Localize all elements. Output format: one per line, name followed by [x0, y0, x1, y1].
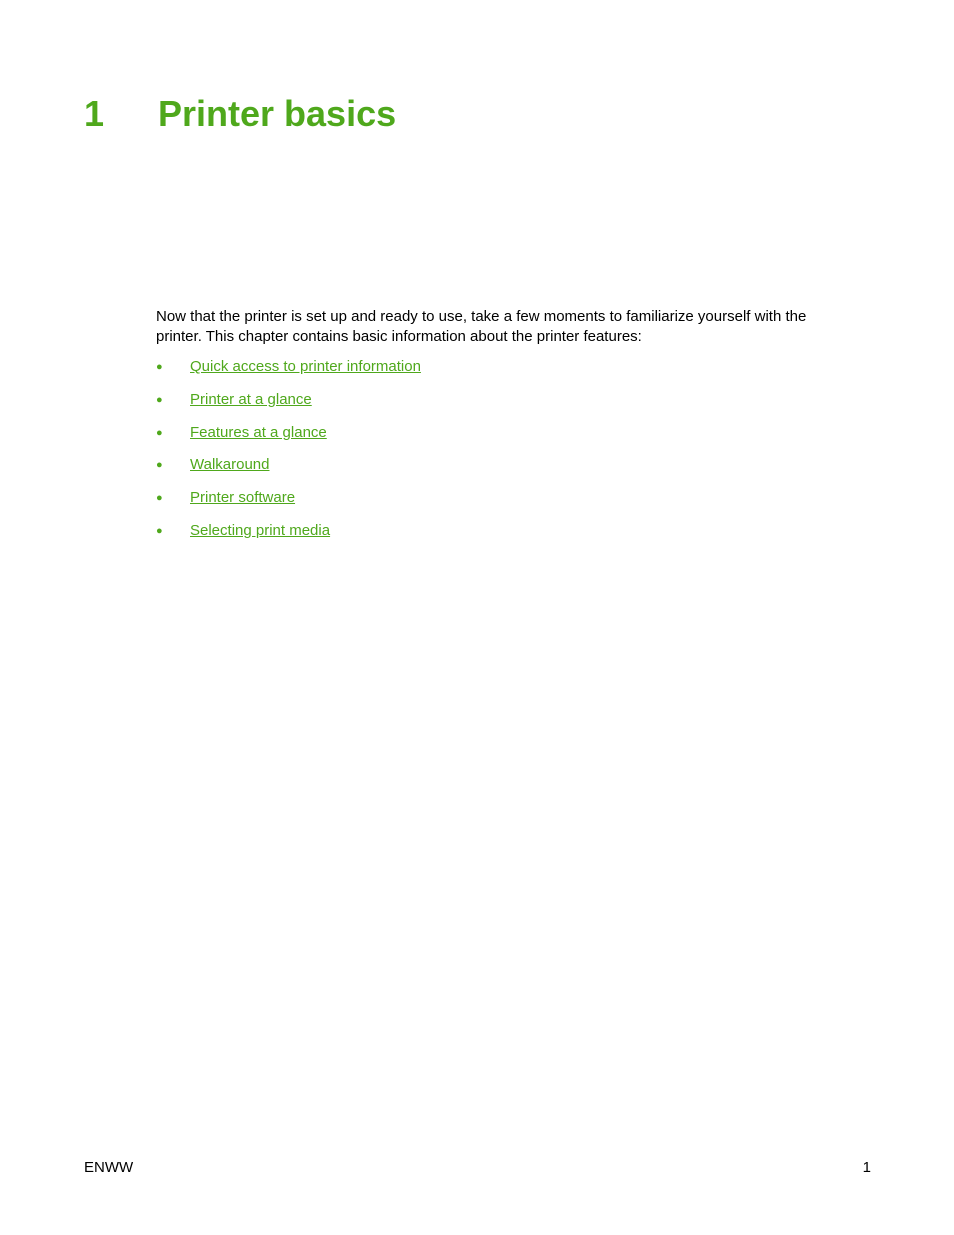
bullet-icon: ●: [156, 459, 163, 472]
bullet-icon: ●: [156, 524, 163, 537]
list-item: [156, 455, 421, 488]
chapter-title: Printer basics: [158, 93, 397, 134]
link-features-at-a-glance[interactable]: Features at a glance: [190, 423, 327, 441]
chapter-number: 1: [84, 93, 105, 134]
bullet-icon: ●: [156, 393, 163, 406]
list-item: [156, 357, 421, 390]
bullet-icon: ●: [156, 361, 163, 373]
link-selecting-print-media[interactable]: Selecting print media: [190, 521, 331, 539]
link-quick-access[interactable]: Quick access to printer information: [190, 358, 421, 375]
link-walkaround[interactable]: Walkaround: [190, 456, 270, 474]
list-item: [156, 423, 421, 456]
bullet-icon: ●: [156, 426, 163, 439]
list-item: [156, 390, 421, 423]
list-item: [156, 521, 421, 554]
list-item: [156, 488, 421, 521]
intro-paragraph: Now that the printer is set up and ready to use, take a few moments to familiarize yourself with the printer. This chapter contains basic information about the printer features:: [156, 308, 807, 345]
link-printer-at-a-glance[interactable]: Printer at a glance: [190, 390, 312, 408]
topic-list: [156, 357, 421, 554]
bullet-icon: ●: [156, 492, 163, 505]
footer-locale-code: ENWW: [84, 1159, 134, 1176]
page-number: 1: [862, 1159, 871, 1176]
chapter-heading: [84, 92, 396, 136]
link-printer-software[interactable]: Printer software: [190, 489, 296, 507]
